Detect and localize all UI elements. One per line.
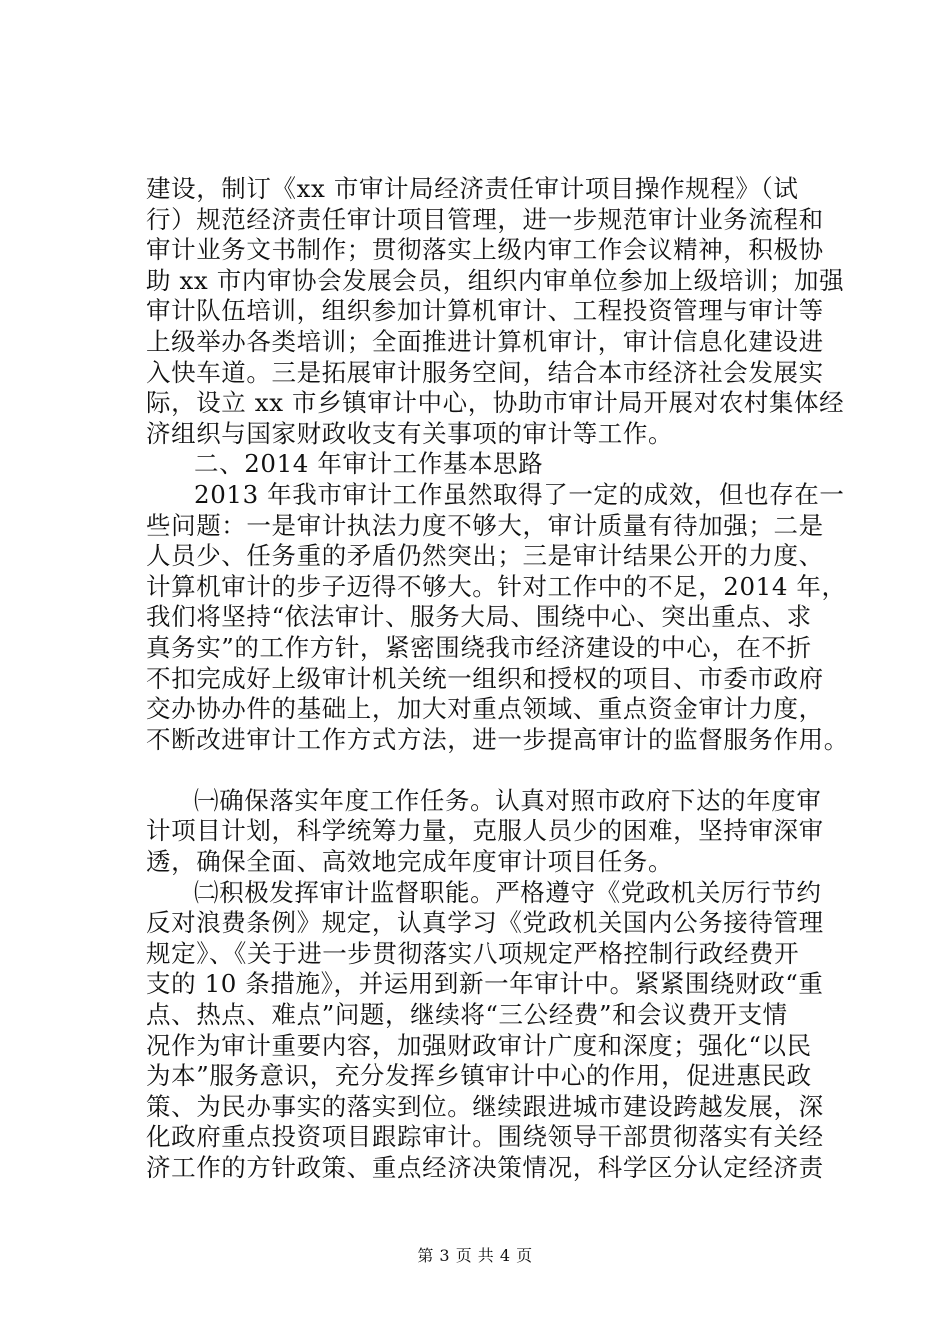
text-line: 化政府重点投资项目跟踪审计。围绕领导干部贯彻落实有关经	[146, 1122, 824, 1152]
paragraph-problems	[146, 479, 849, 755]
paragraph-item-2	[146, 877, 824, 1184]
text-line: 上级举办各类培训；全面推进计算机审计，审计信息化建设进	[146, 326, 824, 356]
text-line: 我们将坚持“依法审计、服务大局、围绕中心、突出重点、求	[146, 602, 812, 632]
text-line: 交办协办件的基础上，加大对重点领域、重点资金审计力度，	[146, 694, 824, 724]
text-line: 反对浪费条例》规定，认真学习《党政机关国内公务接待管理	[146, 908, 824, 938]
text-line: 点、热点、难点”问题，继续将“三公经费”和会议费开支情	[146, 1000, 788, 1030]
section-heading	[146, 449, 806, 480]
text-line: 为本”服务意识，充分发挥乡镇审计中心的作用，促进惠民政	[146, 1061, 812, 1091]
blank-spacer	[146, 755, 806, 786]
text-line: 策、为民办事实的落实到位。继续跟进城市建设跨越发展，深	[146, 1091, 824, 1121]
text-line: 济工作的方针政策、重点经济决策情况，科学区分认定经济责	[146, 1153, 824, 1182]
text-line: ㈠确保落实年度工作任务。认真对照市政府下达的年度审	[194, 785, 822, 815]
text-line: 不扣完成好上级审计机关统一组织和授权的项目、市委市政府	[146, 663, 824, 693]
blank-line	[146, 755, 806, 786]
text-line: 支的 10 条措施》，并运用到新一年审计中。紧紧围绕财政“重	[146, 969, 824, 999]
document-body	[146, 174, 849, 1184]
text-line: 建设，制订《xx 市审计局经济责任审计项目操作规程》（试	[146, 174, 799, 203]
paragraph-item-1	[146, 785, 824, 878]
text-line: 透，确保全面、高效地完成年度审计项目任务。	[146, 847, 674, 877]
text-line: ㈡积极发挥审计监督职能。严格遵守《党政机关厉行节约	[194, 877, 822, 907]
text-line: 济组织与国家财政收支有关事项的审计等工作。	[146, 418, 674, 448]
text-line: 计算机审计的步子迈得不够大。针对工作中的不足，2014 年，	[146, 571, 847, 601]
text-line: 些问题：一是审计执法力度不够大，审计质量有待加强；二是	[146, 510, 824, 540]
text-line: 入快车道。三是拓展审计服务空间，结合本市经济社会发展实	[146, 357, 824, 387]
text-line: 审计业务文书制作；贯彻落实上级内审工作会议精神，积极协	[146, 235, 824, 265]
page-number-footer: 第 3 页 共 4 页	[417, 1246, 533, 1265]
text-line: 审计队伍培训，组织参加计算机审计、工程投资管理与审计等	[146, 296, 824, 326]
text-line: 规定》、《关于进一步贯彻落实八项规定严格控制行政经费开	[146, 938, 800, 968]
text-line: 不断改进审计工作方式方法，进一步提高审计的监督服务作用。	[146, 724, 849, 754]
text-line: 际，设立 xx 市乡镇审计中心，协助市审计局开展对农村集体经	[146, 388, 845, 418]
text-line: 计项目计划，科学统筹力量，克服人员少的困难，坚持审深审	[146, 816, 824, 846]
text-line: 况作为审计重要内容，加强财政审计广度和深度；强化“以民	[146, 1030, 812, 1060]
text-line: 二、2014 年审计工作基本思路	[194, 449, 544, 479]
text-line: 2013 年我市审计工作虽然取得了一定的成效，但也存在一	[194, 479, 845, 509]
paragraph-continued	[146, 174, 845, 449]
text-line: 助 xx 市内审协会发展会员，组织内审单位参加上级培训；加强	[146, 265, 845, 295]
text-line: 人员少、任务重的矛盾仍然突出；三是审计结果公开的力度、	[146, 541, 824, 571]
text-line: 行）规范经济责任审计项目管理，进一步规范审计业务流程和	[146, 204, 824, 234]
text-line: 真务实”的工作方针，紧密围绕我市经济建设的中心，在不折	[146, 632, 812, 662]
